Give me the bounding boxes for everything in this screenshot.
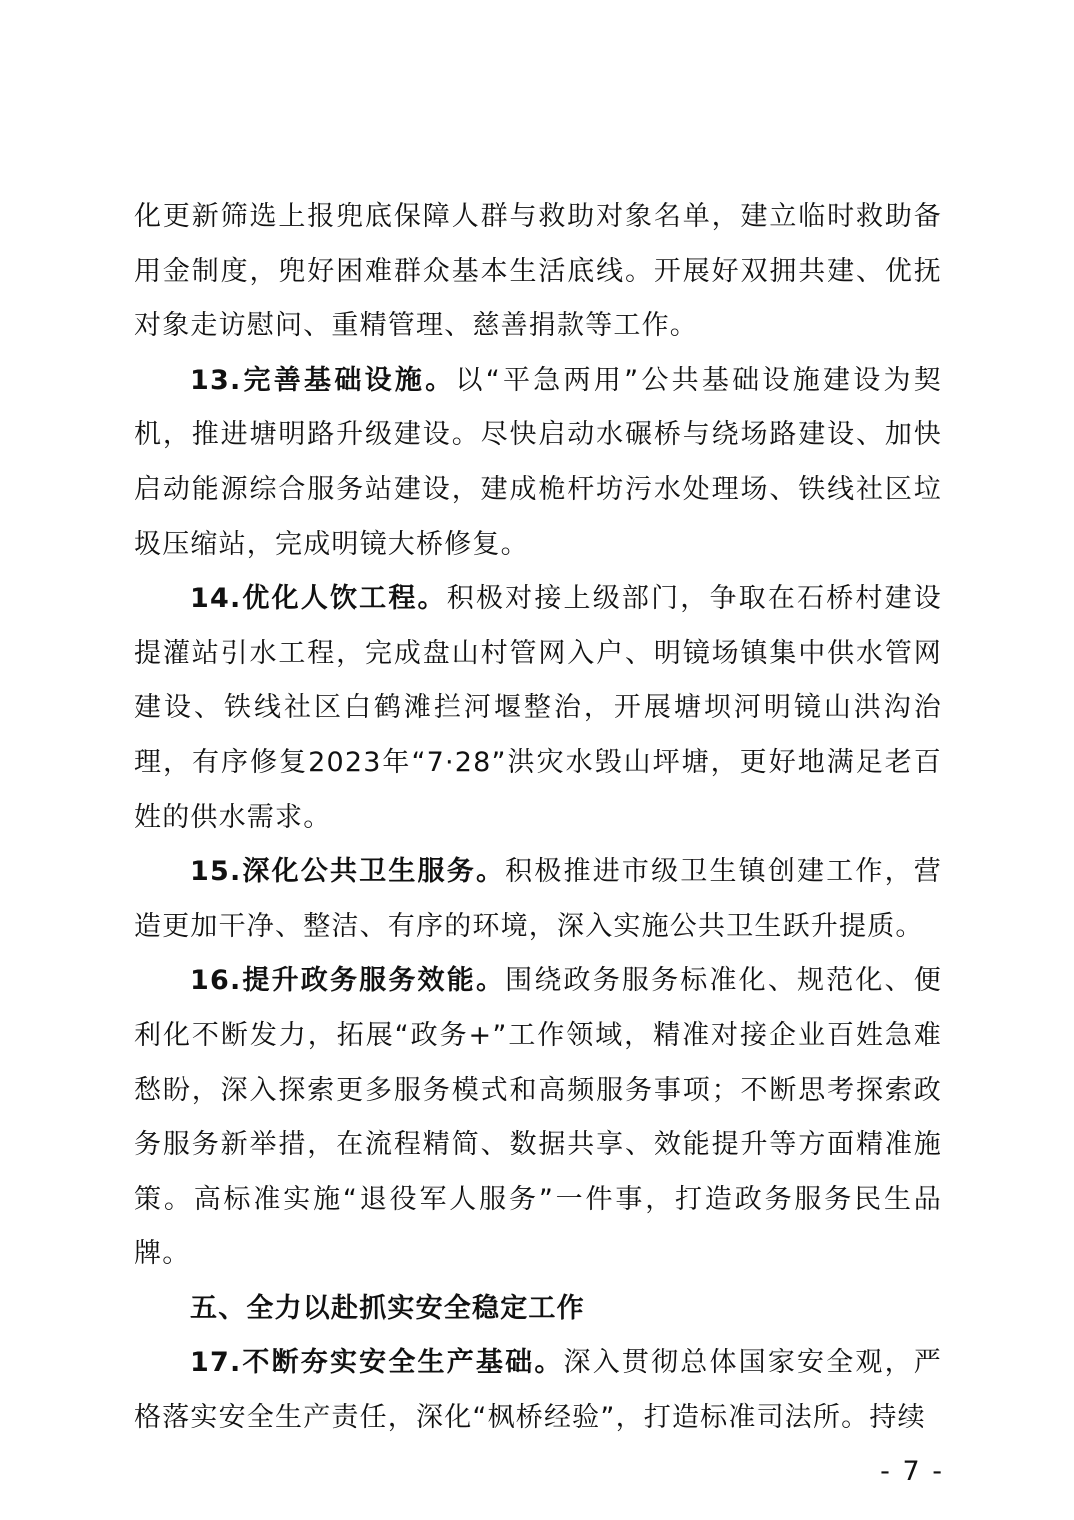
paragraph-body: 围绕政务服务标准化、规范化、便利化不断发力，拓展“政务+”工作领域，精准对接企业百姓急难愁盼，深入探索更多服务模式和高频服务事项；不断思考探索政务服务新举措，在流程精简、数据共享、效能提升等方面精准施策。高标准实施“退役军人服务”一件事，打造政务服务民生品牌。 [134,965,943,1270]
paragraph-lead: 17.不断夯实安全生产基础。 [190,1347,564,1379]
paragraph-lead: 14.优化人饮工程。 [190,583,447,615]
paragraph-continued [134,190,942,354]
paragraph-16 [134,954,942,1282]
paragraph-15 [134,845,942,954]
paragraph-body: 深入贯彻总体国家安全观，严格落实安全生产责任，深化“枫桥经验”，打造标准司法所。持续 [134,1347,942,1434]
paragraph-body: 积极对接上级部门，争取在石桥村建设提灌站引水工程，完成盘山村管网入户、明镜场镇集中供水管网建设、铁线社区白鹤滩拦河堰整治，开展塘坝河明镜山洪沟治理，有序修复2023年“7·28”洪灾水毁山坪塘，更好地满足老百姓的供水需求。 [134,583,942,833]
paragraph-lead: 16.提升政务服务效能。 [190,965,506,997]
paragraph-17 [134,1336,942,1445]
section-heading: 五、全力以赴抓实安全稳定工作 [190,1292,585,1324]
paragraph-body: 以“平急两用”公共基础设施建设为契机，推进塘明路升级建设。尽快启动水碾桥与绕场路建设、加快启动能源综合服务站建设，建成桅杆坊污水处理场、铁线社区垃圾压缩站，完成明镜大桥修复。 [134,364,942,560]
paragraph-13 [134,354,942,572]
paragraph-14 [134,572,942,845]
page-number: - 7 - [880,1456,944,1487]
body-text [134,190,942,1446]
paragraph-body: 化更新筛选上报兜底保障人群与救助对象名单，建立临时救助备用金制度，兜好困难群众基本生活底线。开展好双拥共建、优抚对象走访慰问、重精管理、慈善捐款等工作。 [134,201,942,342]
paragraph-lead: 15.深化公共卫生服务。 [190,856,506,888]
paragraph-body: 积极推进市级卫生镇创建工作，营造更加干净、整洁、有序的环境，深入实施公共卫生跃升提质。 [134,856,943,942]
paragraph-lead: 13.完善基础设施。 [190,364,456,396]
